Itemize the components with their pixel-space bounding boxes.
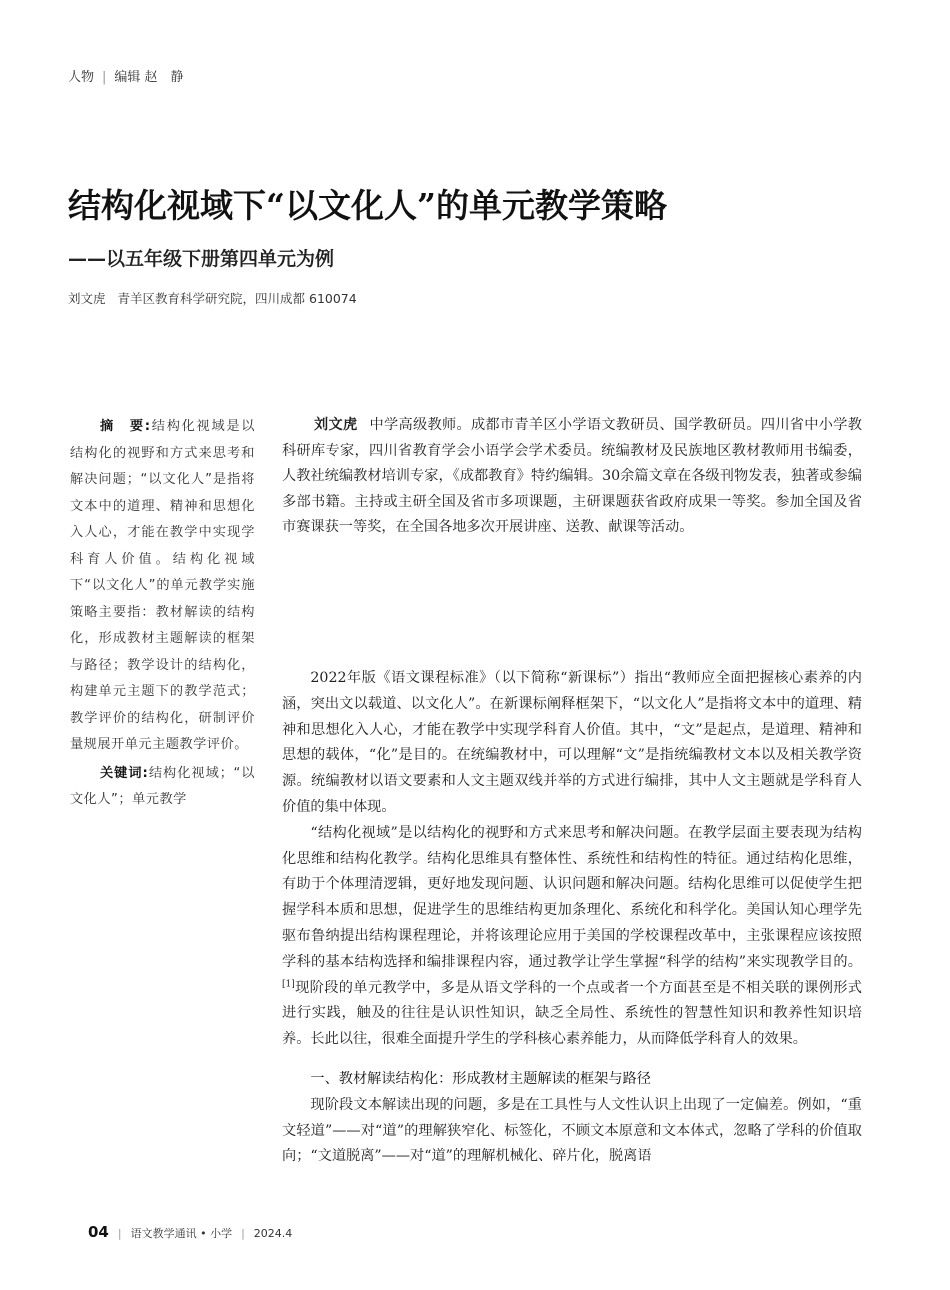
keywords-text: 结构化视域；“以文化人”；单元教学 — [70, 765, 255, 807]
citation-marker[interactable]: [1] — [282, 978, 295, 989]
body-paragraph-2-part-b: 现阶段的单元教学中，多是从语文学科的一个点或者一个方面甚至是不相关联的课例形式进行实践，触及的往往是认识性知识，缺乏全局性、系统性的智慧性知识和教养性知识培养。长此以往，很难全面提升学生的学科核心素养能力，从而降低学科育人的效果。 — [282, 979, 862, 1048]
article-subtitle: ——以五年级下册第四单元为例 — [68, 248, 335, 270]
author-bio — [282, 413, 862, 541]
editor-credit: 编辑 赵 静 — [114, 70, 184, 85]
abstract-block — [70, 414, 255, 759]
body-paragraph-1: 2022年版《语文课程标准》（以下简称“新课标”）指出“教师应全面把握核心素养的内涵，突出文以载道、以文化人”。在新课标阐释框架下，“以文化人”是指将文本中的道理、精神和思想化入人心，才能在教学中实现学科育人价值。其中，“文”是起点，是道理、精神和思想的载体，“化”是目的。在统编教材中，可以理解“文”是指统编教材文本以及相关教学资源。统编教材以语文要素和人文主题双线并举的方式进行编排，其中人文主题就是学科育人价值的集中体现。 — [282, 670, 862, 815]
abstract-sidebar — [70, 414, 255, 814]
running-head — [68, 66, 184, 85]
keywords-block — [70, 761, 255, 814]
issue-number: 2024.4 — [253, 1227, 293, 1240]
body-paragraph-2-part-a: “结构化视域”是以结构化的视野和方式来思考和解决问题。在教学层面主要表现为结构化思维和结构化教学。结构化思维具有整体性、系统性和结构性的特征。通过结构化思维，有助于个体理清逻辑，更好地发现问题、认识问题和解决问题。结构化思维可以促使学生把握学科本质和思想，促进学生的思维结构更加条理化、系统化和科学化。美国认知心理学先驱布鲁纳提出结构课程理论，并将该理论应用于美国的学校课程改革中，主张课程应该按照学科的基本结构选择和编排课程内容，通过教学让学生掌握“科学的结构”来实现教学目的。 — [282, 824, 862, 970]
keywords-label: 关键词: — [100, 765, 149, 781]
section-heading-1: 一、教材解读结构化：形成教材主题解读的框架与路径 — [310, 1070, 651, 1087]
body-paragraph-2 — [282, 821, 862, 1053]
page-number: 04 — [88, 1223, 109, 1241]
author-name: 刘文虎 — [68, 291, 106, 306]
header-divider: | — [102, 70, 107, 85]
footer-divider-2: | — [241, 1227, 245, 1240]
bio-name: 刘文虎 — [314, 417, 358, 433]
page-footer — [88, 1223, 292, 1241]
article-title: 结构化视域下“以文化人”的单元教学策略 — [68, 186, 667, 225]
article-body — [282, 666, 862, 1170]
author-affiliation: 青羊区教育科学研究院，四川成都 610074 — [117, 291, 357, 306]
section-label: 人物 — [68, 70, 95, 85]
body-paragraph-3: 现阶段文本解读出现的问题，多是在工具性与人文性认识上出现了一定偏差。例如，“重文轻道”——对“道”的理解狭窄化、标签化，不顾文本原意和文本体式，忽略了学科的价值取向；“文道脱离”——对“道”的理解机械化、碎片化，脱离语 — [282, 1096, 862, 1165]
journal-name: 语文教学通讯 • 小学 — [130, 1227, 233, 1240]
abstract-text: 结构化视域是以结构化的视野和方式来思考和解决问题；“以文化人”是指将文本中的道理、精神和思想化入人心，才能在教学中实现学科育人价值。结构化视域下“以文化人”的单元教学实施策略主要指：教材解读的结构化，形成教材主题解读的框架与路径；教学设计的结构化，构建单元主题下的教学范式；教学评价的结构化，研制评价量规展开单元主题教学评价。 — [70, 419, 255, 752]
author-line — [68, 289, 357, 307]
abstract-label: 摘 要: — [100, 419, 151, 434]
bio-text: 中学高级教师。成都市青羊区小学语文教研员、国学教研员。四川省中小学教科研库专家，四川省教育学会小语学会学术委员。统编教材及民族地区教材教师用书编委，人教社统编教材培训专家，《成都教育》特约编辑。30余篇文章在各级刊物发表，独著或参编多部书籍。主持或主研全国及省市多项课题，主研课题获省政府成果一等奖。参加全国及省市赛课获一等奖，在全国各地多次开展讲座、送教、献课等活动。 — [282, 417, 862, 535]
footer-divider: | — [117, 1227, 122, 1240]
